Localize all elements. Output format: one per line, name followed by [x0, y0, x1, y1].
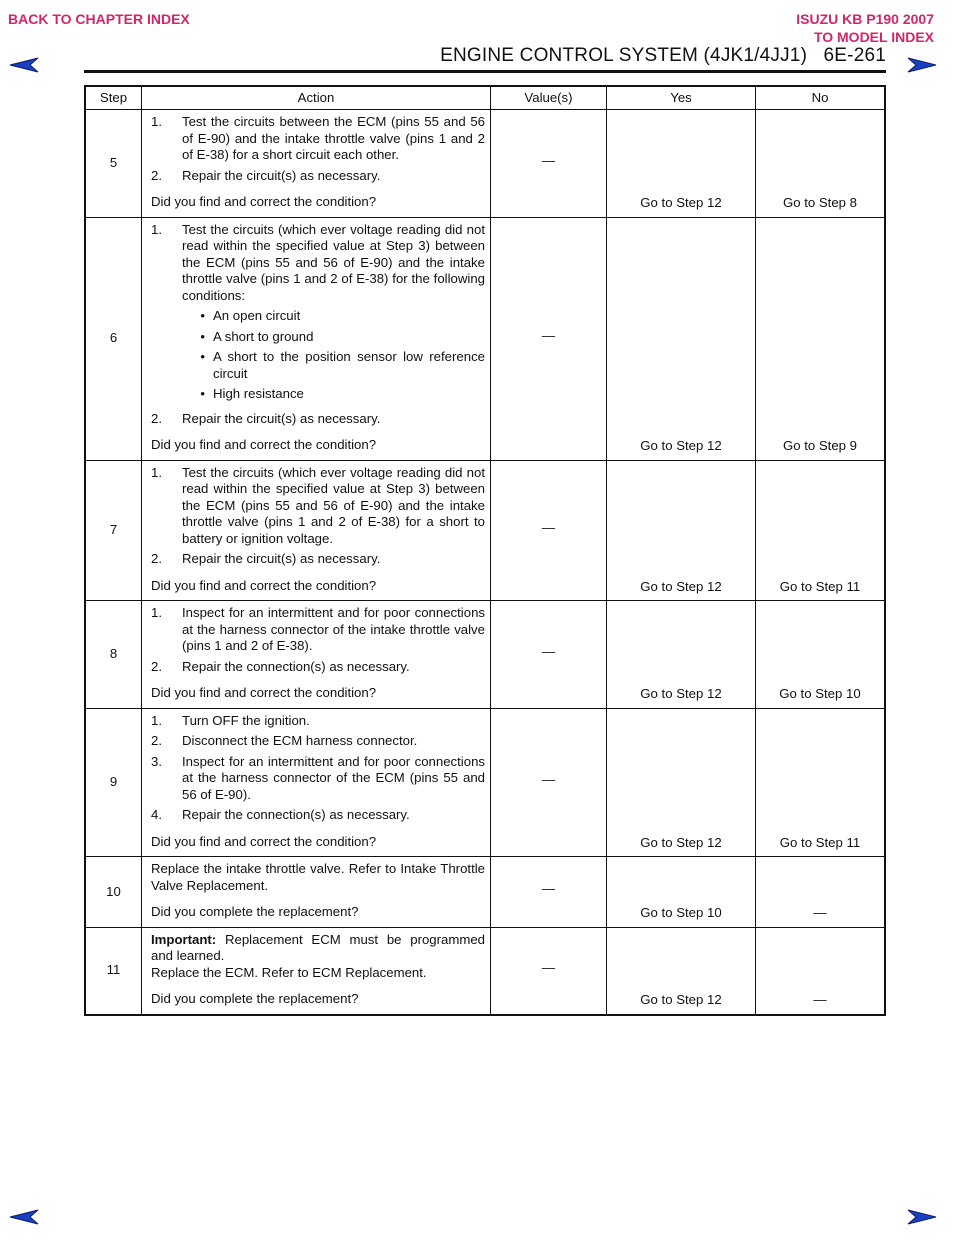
no-cell: Go to Step 8: [756, 110, 886, 218]
no-cell: —: [756, 857, 886, 928]
no-cell: Go to Step 11: [756, 460, 886, 601]
page-title: ENGINE CONTROL SYSTEM (4JK1/4JJ1) 6E-261: [440, 45, 886, 66]
yes-cell: Go to Step 12: [607, 927, 756, 1015]
table-row: [85, 110, 885, 218]
item-number: 3.: [151, 753, 162, 769]
item-text: Repair the circuit(s) as necessary.: [182, 551, 381, 566]
item-number: 1.: [151, 712, 162, 728]
step-number: 10: [85, 857, 142, 928]
item-number: 1.: [151, 464, 162, 480]
question-text: Did you find and correct the condition?: [151, 437, 377, 452]
question-text: Did you find and correct the condition?: [151, 833, 377, 849]
item-number: 4.: [151, 807, 162, 822]
diagnostic-table: [84, 85, 886, 1016]
action-cell: [142, 601, 491, 709]
table-row: [85, 927, 885, 1015]
list-item: A short to ground: [213, 328, 314, 344]
value-cell: —: [491, 708, 607, 857]
header-rule: [84, 70, 886, 73]
action-text: Replace the intake throttle valve. Refer to Intake Throttle Valve Replacement.: [151, 861, 485, 893]
value-cell: —: [491, 601, 607, 709]
yes-cell: Go to Step 12: [607, 110, 756, 218]
table-row: [85, 857, 885, 928]
yes-cell: Go to Step 12: [607, 217, 756, 460]
table-row: [85, 217, 885, 460]
yes-cell: Go to Step 12: [607, 708, 756, 857]
important-text: Replacement ECM must be programmed and learned.: [151, 931, 485, 963]
yes-cell: Go to Step 12: [607, 460, 756, 601]
action-text: Replace the ECM. Refer to ECM Replacement.: [151, 964, 427, 980]
item-text: Disconnect the ECM harness connector.: [182, 733, 418, 748]
item-text: Inspect for an intermittent and for poor connections at the harness connector of the ECM (pins 55 and 56 of E-90).: [182, 753, 485, 802]
item-text: Test the circuits between the ECM (pins 55 and 56 of E-90) and the intake throttle valve (pins 1 and 2 of E-38) for a short circuit each other.: [182, 114, 485, 162]
to-model-index-link[interactable]: TO MODEL INDEX: [813, 29, 934, 45]
value-cell: —: [491, 217, 607, 460]
item-number: 1.: [151, 114, 162, 129]
item-number: 1.: [151, 221, 162, 237]
question-text: Did you find and correct the condition?: [151, 685, 377, 700]
arrow-right-icon[interactable]: [906, 56, 938, 74]
action-cell: [142, 708, 491, 857]
no-cell: Go to Step 10: [756, 601, 886, 709]
condition-list: • An open circuit • A short to ground • A short to the position sensor low reference circuit • High resistance: [200, 308, 485, 401]
value-cell: —: [491, 460, 607, 601]
table-header-row: [85, 86, 885, 110]
no-cell: Go to Step 11: [756, 708, 886, 857]
arrow-left-icon[interactable]: [8, 1208, 40, 1226]
item-number: 2.: [151, 410, 162, 426]
item-text: Test the circuits (which ever voltage reading did not read within the specified value at Step 3) between the ECM (pins 55 and 56 of E-90) and the intake throttle valve (pins 1 and 2 of E-38) for a short to battery or ignition voltage.: [182, 464, 485, 546]
question-text: Did you find and correct the condition?: [151, 577, 377, 593]
action-cell: [142, 460, 491, 601]
item-text: Repair the circuit(s) as necessary.: [182, 167, 381, 183]
item-text: Repair the connection(s) as necessary.: [182, 658, 410, 674]
value-cell: —: [491, 857, 607, 928]
value-cell: —: [491, 110, 607, 218]
item-number: 2.: [151, 658, 162, 674]
list-item: An open circuit: [213, 308, 301, 323]
action-cell: [142, 110, 491, 218]
step-number: 6: [85, 217, 142, 460]
item-number: 2.: [151, 551, 162, 566]
header-action: Action: [142, 86, 491, 110]
arrow-left-icon[interactable]: [8, 56, 40, 74]
action-cell: [142, 857, 491, 928]
table-row: [85, 601, 885, 709]
question-text: Did you complete the replacement?: [151, 991, 359, 1006]
question-text: Did you find and correct the condition?: [151, 194, 377, 209]
model-title-link[interactable]: ISUZU KB P190 2007: [796, 11, 934, 27]
step-number: 9: [85, 708, 142, 857]
item-text: Test the circuits (which ever voltage reading did not read within the specified value at Step 3) between the ECM (pins 55 and 56 of E-90) and the intake throttle valve (pins 1 and 2 of E-38) for the following conditions:: [182, 221, 485, 303]
list-item: A short to the position sensor low reference circuit: [213, 349, 485, 381]
header-values: Value(s): [491, 86, 607, 110]
list-item: High resistance: [213, 386, 304, 401]
item-number: 2.: [151, 167, 162, 183]
important-note: [151, 932, 485, 965]
table-row: [85, 460, 885, 601]
step-number: 5: [85, 110, 142, 218]
no-cell: —: [756, 927, 886, 1015]
back-to-chapter-index-link[interactable]: BACK TO CHAPTER INDEX: [8, 11, 190, 27]
item-text: Repair the circuit(s) as necessary.: [182, 410, 381, 426]
step-number: 7: [85, 460, 142, 601]
action-cell: [142, 217, 491, 460]
arrow-right-icon[interactable]: [906, 1208, 938, 1226]
item-text: Inspect for an intermittent and for poor connections at the harness connector of the intake throttle valve (pins 1 and 2 of E-38).: [182, 605, 485, 653]
action-cell: [142, 927, 491, 1015]
item-text: Repair the connection(s) as necessary.: [182, 807, 410, 822]
important-label: Important:: [151, 931, 217, 947]
question-text: Did you complete the replacement?: [151, 904, 359, 919]
value-cell: —: [491, 927, 607, 1015]
step-number: 11: [85, 927, 142, 1015]
header-yes: Yes: [607, 86, 756, 110]
item-number: 1.: [151, 605, 162, 620]
step-number: 8: [85, 601, 142, 709]
yes-cell: Go to Step 12: [607, 601, 756, 709]
header-step: Step: [85, 86, 142, 110]
no-cell: Go to Step 9: [756, 217, 886, 460]
table-row: [85, 708, 885, 857]
item-number: 2.: [151, 733, 162, 748]
item-text: Turn OFF the ignition.: [182, 712, 310, 728]
yes-cell: Go to Step 10: [607, 857, 756, 928]
header-no: No: [756, 86, 886, 110]
